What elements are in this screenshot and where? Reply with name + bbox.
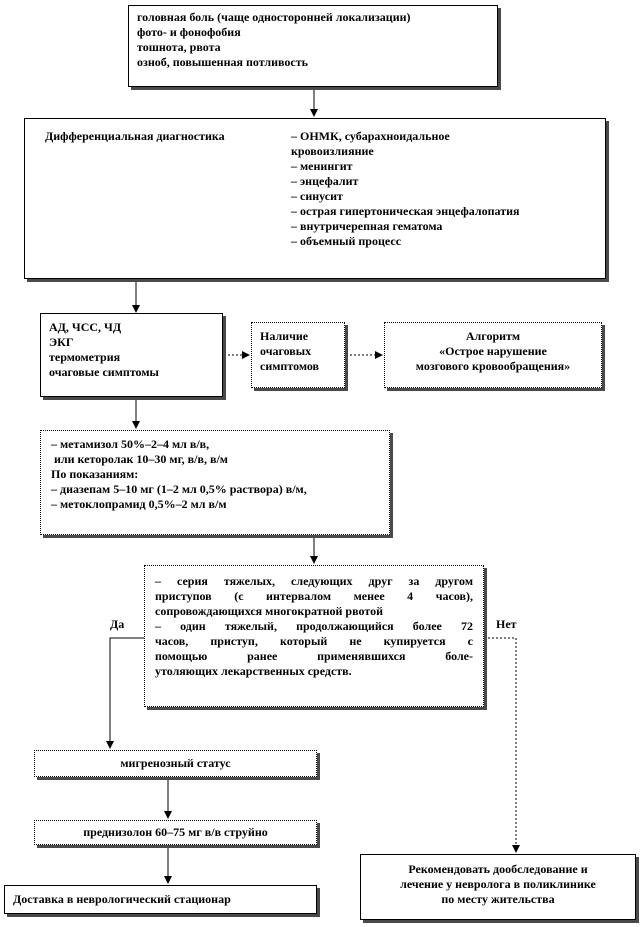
focal-line: симптомов xyxy=(260,359,320,373)
criteria-line: помощью ранее применявшихся боле- xyxy=(155,649,473,663)
migraine-status-box xyxy=(34,750,317,777)
algorithm-line: мозгового кровообращения» xyxy=(415,359,571,373)
symptom-line: головная боль (чаще односторонней локализации) xyxy=(137,10,411,24)
symptom-line: фото- и фонофобия xyxy=(137,25,241,39)
algorithm-line: Алгоритм xyxy=(465,329,521,343)
symptoms-box xyxy=(128,5,498,87)
criteria-line: – серия тяжелых, следующих друг за другом xyxy=(155,574,473,588)
prednisolone-box xyxy=(34,820,317,845)
symptom-line: озноб, повышенная потливость xyxy=(137,55,308,69)
differential-box xyxy=(24,118,606,279)
criteria-line: утоляющих лекарственных средств. xyxy=(155,664,352,678)
exam-line: АД, ЧСС, ЧД xyxy=(49,320,122,334)
differential-item: – менингит xyxy=(291,159,353,173)
differential-item: – энцефалит xyxy=(291,174,359,188)
focal-line: Наличие xyxy=(260,329,309,343)
differential-title: Дифференциальная диагностика xyxy=(45,129,225,143)
criteria-line: приступов (с интервалом менее 4 часов), xyxy=(155,589,473,603)
differential-item: кровоизлияние xyxy=(291,144,374,158)
delivery-text: Доставка в неврологический стационар xyxy=(13,892,231,906)
criteria-box xyxy=(144,565,484,707)
arrow-yes-branch xyxy=(110,638,144,748)
exam-box xyxy=(40,313,223,397)
treatment-line: – диазепам 5–10 мг (1–2 мл 0,5% раствора) в/м, xyxy=(51,482,307,496)
label-yes: Да xyxy=(110,617,125,631)
focal-symptoms-box xyxy=(251,322,345,388)
focal-line: очаговых xyxy=(260,344,312,358)
exam-line: термометрия xyxy=(49,350,121,364)
treatment-line: – метамизол 50%–2–4 мл в/в, xyxy=(51,437,210,451)
algorithm-line: «Острое нарушение xyxy=(439,344,547,358)
differential-item: – острая гипертоническая энцефалопатия xyxy=(291,204,520,218)
differential-list xyxy=(291,129,520,249)
status-text: мигренозный статус xyxy=(120,756,231,770)
prednisolone-text: преднизолон 60–75 мг в/в струйно xyxy=(83,825,268,839)
algorithm-box xyxy=(384,322,602,388)
recommend-line: по месту жительства xyxy=(441,892,555,906)
recommend-line: Рекомендовать дообследование и xyxy=(408,862,588,876)
treatment-box xyxy=(40,430,390,535)
criteria-line: – один тяжелый, продолжающийся более 72 xyxy=(155,619,473,633)
treatment-line: По показаниям: xyxy=(51,467,139,481)
recommend-box xyxy=(360,854,636,920)
exam-line: ЭКГ xyxy=(49,335,74,349)
treatment-line: – метоклопрамид 0,5%–2 мл в/м xyxy=(51,497,227,511)
label-no: Нет xyxy=(496,617,517,631)
exam-line: очаговые симптомы xyxy=(49,365,159,379)
arrow-no-branch xyxy=(484,638,516,852)
symptom-line: тошнота, рвота xyxy=(137,40,221,54)
criteria-line: часов, приступ, который не купируется с xyxy=(155,634,473,648)
differential-item: – внутричерепная гематома xyxy=(291,219,443,233)
delivery-box xyxy=(4,885,317,914)
recommend-line: лечение у невролога в поликлинике xyxy=(400,877,596,891)
differential-item: – синусит xyxy=(291,189,343,203)
differential-item: – ОНМК, субарахноидальное xyxy=(291,129,450,143)
differential-item: – объемный процесс xyxy=(291,234,402,248)
criteria-line: сопровождающихся многократной рвотой xyxy=(155,604,383,618)
treatment-line: или кеторолак 10–30 мг, в/в, в/м xyxy=(51,452,228,466)
